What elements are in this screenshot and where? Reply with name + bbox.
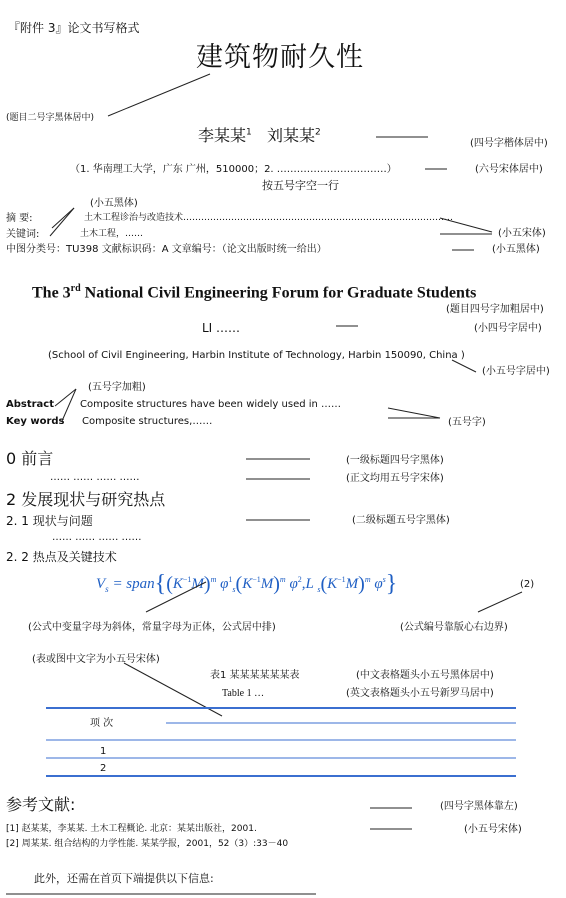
title-note: (题目二号字黑体居中) [6,113,95,123]
table-header-cell: 项 次 [90,718,114,729]
classification-line: 中图分类号：TU398 文献标识码：A 文章编号：（论文出版时统一给出） [6,244,327,255]
authors-note: (四号字楷体居中) [470,138,548,149]
formula-number: (2) [520,579,535,590]
abstract-label-pointer-line [52,208,74,228]
author-1-sup: 1 [246,127,252,138]
abstract-body-note: (小五宋体) [498,228,546,239]
english-title-note: (题目四号字加粗居中) [446,304,544,315]
english-title [32,284,476,301]
keywords-cn-label: 关键词: [6,229,40,240]
section-0-heading: 0 前言 [6,449,54,468]
english-author-note: (小四号字居中) [474,323,542,334]
english-abstract-label: Abstract [6,399,55,410]
body-text-note: (正文均用五号字宋体) [346,473,444,484]
english-title-suffix: National Civil Engineering Forum for Graduate Students [80,284,477,302]
references-title-note: (四号字黑体靠左) [440,801,518,812]
references-items-note: (小五号宋体) [464,824,522,835]
table-figure-note: (表或图中文字为小五号宋体) [32,654,160,665]
table-row-2: 2 [100,763,107,774]
section-2-1-note: (二级标题五号字黑体) [352,515,450,526]
formula-number-pointer-line [478,592,522,612]
section-2-heading: 2 发展现状与研究热点 [6,490,166,509]
reference-2: [2] 周某某. 组合结构的力学性能. 某某学报，2001，52（3）:33－40 [6,839,289,849]
english-keywords-label: Key words [6,416,65,427]
author-2-sup: 2 [315,127,321,138]
english-text-note: (五号字) [448,417,486,428]
section-2-2-heading: 2. 2 热点及关键技术 [6,550,117,564]
references-title: 参考文献: [6,795,76,814]
english-title-prefix: The 3 [32,284,71,302]
english-abstract-text: Composite structures have been widely used in …… [80,399,342,410]
keywords-cn-text: 土木工程，…… [80,229,144,239]
blank-line-note: 按五号字空一行 [262,179,339,192]
section-0-note: (一级标题四号字黑体) [346,455,444,466]
abstract-cn-label: 摘 要: [6,213,33,224]
english-affiliation-note: (小五号字居中) [482,366,550,377]
english-abstract-pointer-line [55,389,76,406]
reference-1: [1] 赵某某，李某某. 土木工程概论. 北京：某某出版社，2001. [6,824,257,834]
classification-note: (小五黑体) [492,244,540,255]
paper-title: 建筑物耐久性 [196,42,364,73]
section-2-1-heading: 2. 1 现状与问题 [6,514,93,528]
formula-variable-note: (公式中变量字母为斜体，常量字母为正体，公式居中排) [28,622,276,633]
keywords-label-pointer-line [50,208,74,236]
english-affiliation: (School of Civil Engineering, Harbin Institute of Technology, Harbin 150090, China ) [48,350,465,361]
authors-line [198,128,321,144]
english-text-pointer-line-1 [388,408,440,418]
affiliation-cn: （1. 华南理工大学，广东 广州，510000；2. ……………………………） [70,164,397,175]
table-caption-cn: 表1 某某某某某某表 [210,670,300,681]
english-affiliation-pointer-line [452,360,476,372]
title-pointer-line [108,74,210,116]
formula-number-note: (公式编号靠版心右边界) [400,622,508,633]
footer-note: 此外，还需在首页下端提供以下信息: [34,872,214,885]
table-caption-en: Table 1 … [222,688,265,699]
table-rules [46,708,516,776]
section-0-dots: …… …… …… …… [50,472,140,483]
english-label-note: (五号字加粗) [88,382,146,393]
affiliation-note: (六号宋体居中) [475,164,543,175]
english-author: LI …… [202,321,241,335]
author-1: 李某某 [198,126,247,145]
attachment-label: 『附件 3』论文书写格式 [8,21,140,35]
section-2-1-dots: …… …… …… …… [52,532,142,543]
abstract-cn-text: 土木工程诊治与改造技术……………………………………………………………………………… [84,213,454,223]
table-row-1: 1 [100,746,107,757]
formula: $V_s$ = $span\{(K^{-1}M)^m$ $\varphi^1_s(K^{-1}M)^m$ $\varphi^2,L$ $_s(K^{-1}M)^m$ $\varphi^s$} [96,571,398,597]
author-2: 刘某某 [267,126,316,145]
english-keywords-text: Composite structures,…… [82,416,213,427]
english-title-sup: rd [70,283,81,294]
table-caption-cn-note: (中文表格题头小五号黑体居中) [356,670,494,681]
table-caption-en-note: (英文表格题头小五号新罗马居中) [346,688,494,699]
abstract-label-font-note: (小五黑体) [90,198,138,209]
table-note-pointer-line [124,663,222,716]
